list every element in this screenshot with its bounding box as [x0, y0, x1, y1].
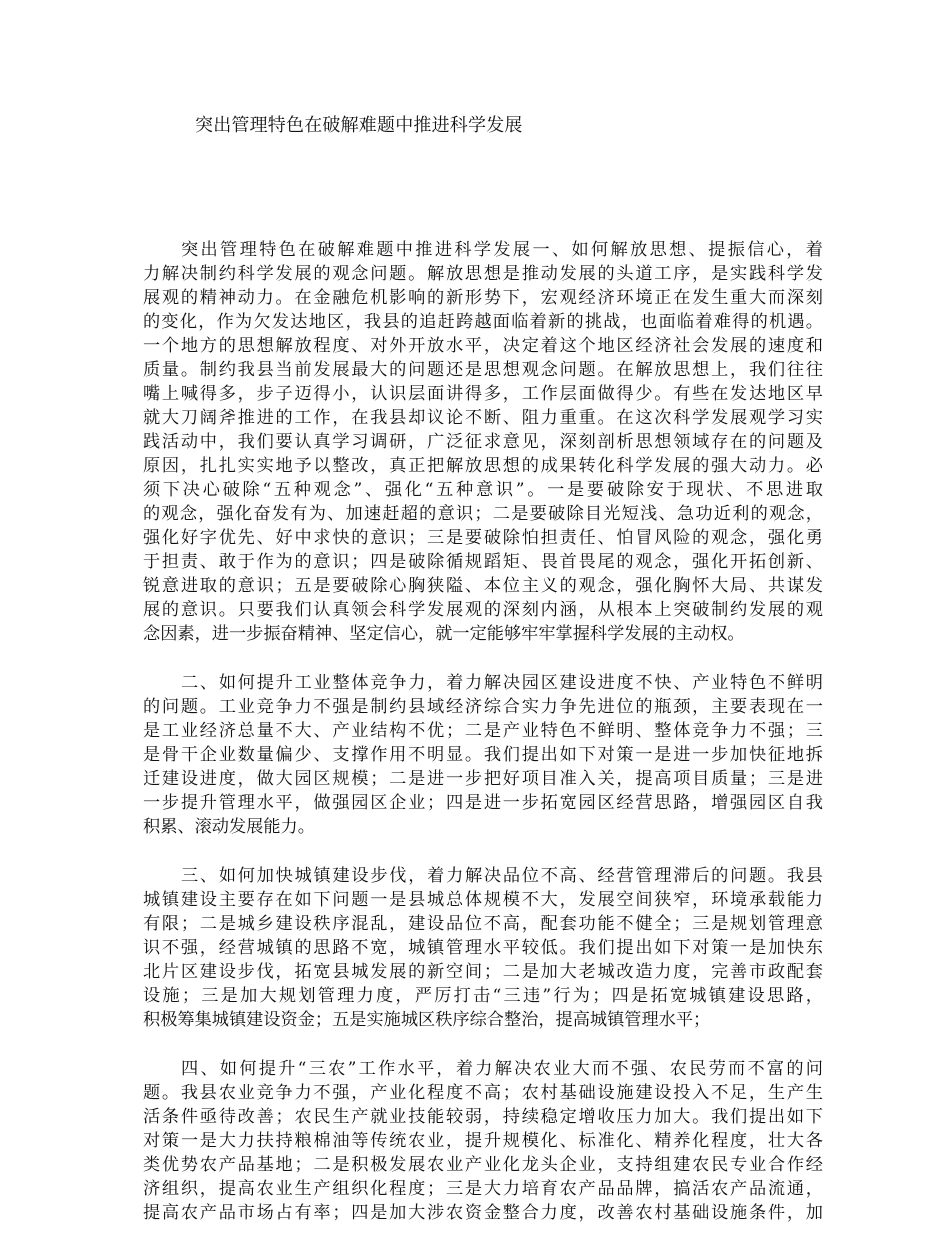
text-line: 念因素，进一步振奋精神、坚定信心，就一定能够牢牢掌握科学发展的主动权。	[143, 624, 745, 644]
text-line: 有限；二是城乡建设秩序混乱，建设品位不高，配套功能不健全；三是规划管理意	[143, 914, 823, 934]
text-line: 的变化，作为欠发达地区，我县的追赶跨越面临着新的挑战，也面临着难得的机遇。	[143, 312, 823, 332]
text-line: 设施；三是加大规划管理力度，严厉打击“三违”行为；四是拓宽城镇建设思路，	[143, 986, 823, 1006]
paragraph-2	[143, 671, 823, 839]
text-line: 质量。制约我县当前发展最大的问题还是思想观念问题。在解放思想上，我们往往	[143, 360, 823, 380]
text-line: 城镇建设主要存在如下问题一是县城总体规模不大，发展空间狭窄，环境承载能力	[143, 890, 823, 910]
paragraph-4	[143, 1057, 823, 1225]
text-line: 积极筹集城镇建设资金；五是实施城区秩序综合整治，提高城镇管理水平；	[143, 1010, 711, 1030]
text-line: 一步提升管理水平，做强园区企业；四是进一步拓宽园区经营思路，增强园区自我	[143, 793, 823, 813]
text-line: 识不强，经营城镇的思路不宽，城镇管理水平较低。我们提出如下对策一是加快东	[143, 938, 823, 958]
text-line: 二、如何提升工业整体竞争力，着力解决园区建设进度不快、产业特色不鲜明	[181, 673, 823, 693]
text-line: 锐意进取的意识；五是要破除心胸狭隘、本位主义的观念，强化胸怀大局、共谋发	[143, 576, 823, 596]
text-line: 北片区建设步伐，拓宽县城发展的新空间；二是加大老城改造力度，完善市政配套	[143, 962, 823, 982]
text-line: 济组织，提高农业生产组织化程度；三是大力培育农产品品牌，搞活农产品流通，	[143, 1179, 823, 1199]
text-line: 嘴上喊得多，步子迈得小，认识层面讲得多，工作层面做得少。有些在发达地区早	[143, 384, 823, 404]
text-line: 于担责、敢于作为的意识；四是破除循规蹈矩、畏首畏尾的观念，强化开拓创新、	[143, 552, 823, 572]
document-body	[143, 238, 823, 1250]
text-line: 原因，扎扎实实地予以整改，真正把解放思想的成果转化科学发展的强大动力。必	[143, 456, 823, 476]
text-line: 类优势农产品基地；二是积极发展农业产业化龙头企业，支持组建农民专业合作经	[143, 1155, 823, 1175]
paragraph-3	[143, 864, 823, 1032]
text-line: 是工业经济总量不大、产业结构不优；二是产业特色不鲜明、整体竞争力不强；三	[143, 721, 823, 741]
text-line: 力解决制约科学发展的观念问题。解放思想是推动发展的头道工序，是实践科学发	[143, 264, 823, 284]
text-line: 题。我县农业竞争力不强，产业化程度不高；农村基础设施建设投入不足，生产生	[143, 1083, 823, 1103]
text-line: 三、如何加快城镇建设步伐，着力解决品位不高、经营管理滞后的问题。我县	[181, 866, 823, 886]
text-line: 就大刀阔斧推进的工作，在我县却议论不断、阻力重重。在这次科学发展观学习实	[143, 408, 823, 428]
text-line: 提高农产品市场占有率；四是加大涉农资金整合力度，改善农村基础设施条件，加	[143, 1203, 823, 1223]
text-line: 四、如何提升“三农”工作水平，着力解决农业大而不强、农民劳而不富的问	[181, 1059, 823, 1079]
paragraph-1	[143, 238, 823, 646]
text-line: 展观的精神动力。在金融危机影响的新形势下，宏观经济环境正在发生重大而深刻	[143, 288, 823, 308]
text-line: 对策一是大力扶持粮棉油等传统农业，提升规模化、标准化、精养化程度，壮大各	[143, 1131, 823, 1151]
text-line: 的观念，强化奋发有为、加速赶超的意识；二是要破除目光短浅、急功近利的观念，	[143, 504, 823, 524]
text-line: 是骨干企业数量偏少、支撑作用不明显。我们提出如下对策一是进一步加快征地拆	[143, 745, 823, 765]
text-line: 展的意识。只要我们认真领会科学发展观的深刻内涵，从根本上突破制约发展的观	[143, 600, 823, 620]
text-line: 活条件亟待改善；农民生产就业技能较弱，持续稳定增收压力加大。我们提出如下	[143, 1107, 823, 1127]
text-line: 迁建设进度，做大园区规模；二是进一步把好项目准入关，提高项目质量；三是进	[143, 769, 823, 789]
text-line: 突出管理特色在破解难题中推进科学发展一、如何解放思想、提振信心，着	[181, 240, 823, 260]
text-line: 须下决心破除“五种观念”、强化“五种意识”。一是要破除安于现状、不思进取	[143, 480, 823, 500]
text-line: 强化好字优先、好中求快的意识；三是要破除怕担责任、怕冒风险的观念，强化勇	[143, 528, 823, 548]
text-line: 一个地方的思想解放程度、对外开放水平，决定着这个地区经济社会发展的速度和	[143, 336, 823, 356]
document-title: 突出管理特色在破解难题中推进科学发展	[195, 115, 523, 136]
text-line: 积累、滚动发展能力。	[143, 817, 315, 837]
text-line: 的问题。工业竞争力不强是制约县域经济综合实力争先进位的瓶颈，主要表现在一	[143, 697, 823, 717]
text-line: 践活动中，我们要认真学习调研，广泛征求意见，深刻剖析思想领域存在的问题及	[143, 432, 823, 452]
